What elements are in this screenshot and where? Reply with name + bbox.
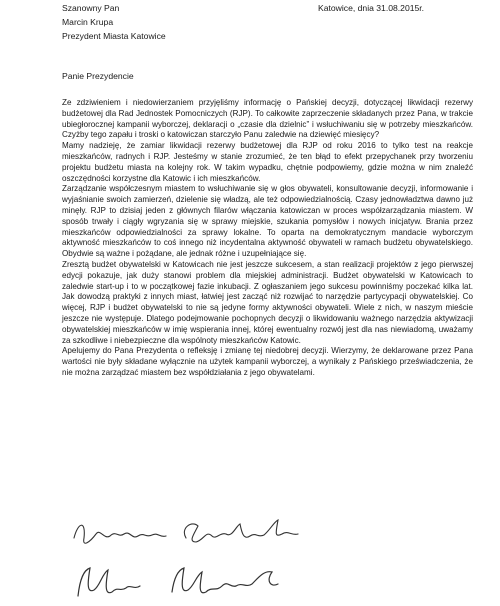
- signature-2-icon: [60, 556, 320, 606]
- recipient-salutation-line: Szanowny Pan: [62, 3, 120, 13]
- salutation: Panie Prezydencie: [62, 71, 134, 81]
- paragraph: Apelujemy do Pana Prezydenta o refleksję i zmianę tej niedobrej decyzji. Wierzymy, że deklarowane przez Pana wartości nie były składane wyłącznie na użytek kampanii wyborczej, a wynikały z Pańskiego przeświadczenia, że nie można zarządzać miastem bez współdziałania z jego obywatelami.: [62, 346, 473, 377]
- recipient-title: Prezydent Miasta Katowice: [62, 31, 166, 41]
- paragraph: Zresztą budżet obywatelski w Katowicach nie jest jeszcze sukcesem, a stan realizacji projektów z jego pierwszej edycji pokazuje, jak duży stanowi problem dla miejskiej administracji. Budżet obywatelski w Katowicach to zaledwie start-up i to w początkowej fazie inkubacji. Z ogłaszaniem jego sukcesu powinniśmy poczekać kilka lat. Jak dowodzą praktyki z innych miast, łatwiej jest zacząć niż rozwijać to narzędzie partycypacji obywatelskiej. Co więcej, RJP i budżet obywatelski to nie są jedyne formy aktywności obywateli. Wiele z nich, w naszym mieście jeszcze nie występuje. Dlatego podejmowanie pochopnych decyzji o likwidowaniu ważnego narzędzia aktywizacji obywatelskiej mieszkańców w imię wspierania innej, której ewentualny rozwój jest dla nas niewiadomą, uważamy za szkodliwe i niebezpieczne dla wspólnoty mieszkańców Katowic.: [62, 259, 473, 345]
- recipient-block: [62, 1, 166, 43]
- paragraph: Ze zdziwieniem i niedowierzaniem przyjęliśmy informację o Pańskiej decyzji, dotyczącej likwidacji rezerwy budżetowej dla Rad Jednostek Pomocniczych (RJP). To całkowite zaprzeczenie składanych przez Pana, w trakcie ubiegłorocznej kampanii wyborczej, deklaracji o „czasie dla dzielnic” i wsłuchiwaniu się w potrzeby mieszkańców. Czyżby tego zapału i troski o katowiczan starczyło Panu zaledwie na dziewięć miesięcy?: [62, 98, 473, 140]
- place-and-date: Katowice, dnia 31.08.2015r.: [318, 3, 425, 13]
- signature-1-icon: [60, 508, 320, 558]
- recipient-name: Marcin Krupa: [62, 17, 114, 27]
- paragraph: Mamy nadzieję, że zamiar likwidacji rezerwy budżetowej dla RJP od roku 2016 to tylko test na reakcje mieszkańców, radnych i RJP. Jesteśmy w stanie zrozumieć, że ten błąd to efekt przepychanek przy tworzeniu projektu budżetu miasta na kolejny rok. W takim wypadku, chętnie podpowiemy, gdzie można w nim znaleźć oszczędności korzystne dla Katowic i ich mieszkańców.: [62, 141, 473, 183]
- letter-body: [62, 98, 473, 379]
- paragraph: Zarządzanie współczesnym miastem to wsłuchiwanie się w głos obywateli, konsultowanie decyzji, informowanie i wyjaśnianie swoich zamierzeń, dzielenie się władzą, ale też odpowiedzialnością. Czasy jednowładztwa dawno już minęły. RJP to dzisiaj jeden z głównych filarów włączania katowiczan w proces współzarządzania miastem. W sposób trwały i ciągły wgryzania się w sprawy miejskie, szukania pomysłów i nowych inicjatyw. Brania przez mieszkańców odpowiedzialności za sprawy lokalne. To oparta na demokratycznym mandacie wyborczym aktywność mieszkańców to coś innego niż incydentalna aktywność obywateli w ramach budżetu obywatelskiego. Obydwie są ważne i pożądane, ale jednak różne i uzupełniające się.: [62, 184, 473, 259]
